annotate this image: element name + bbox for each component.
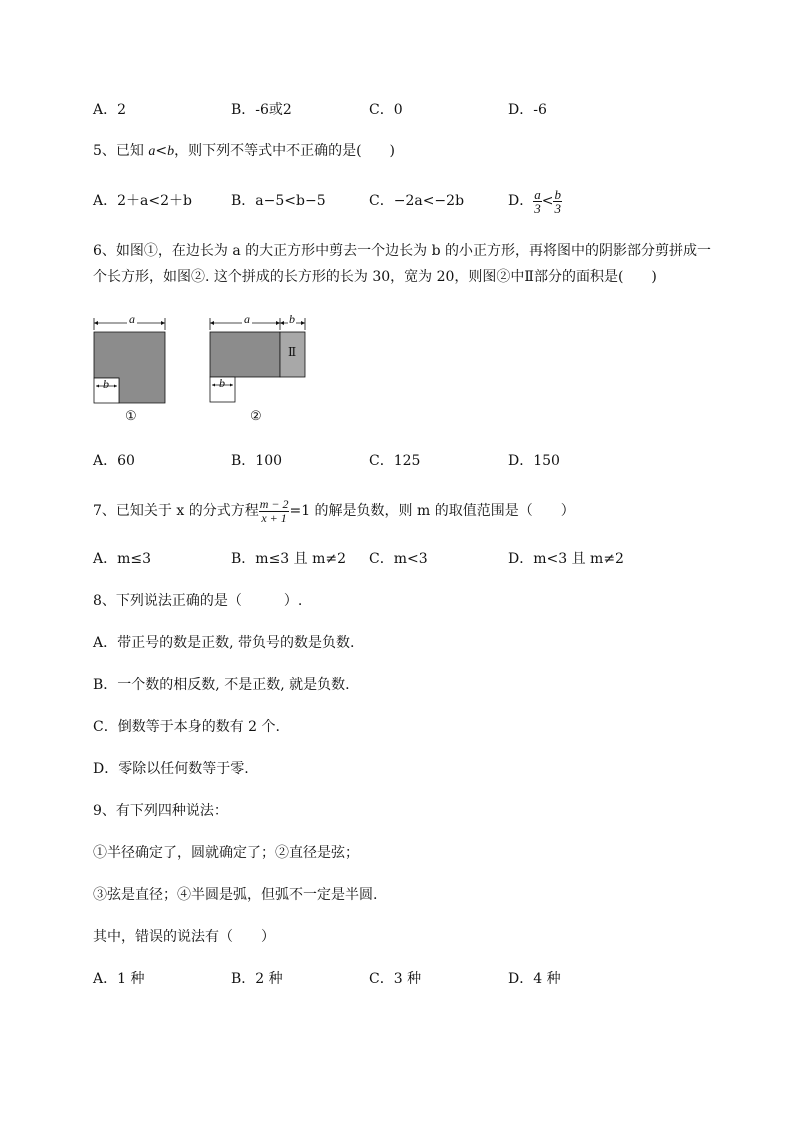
- q5-frac1-den: 3: [534, 200, 541, 216]
- q8-option-b: B．一个数的相反数, 不是正数, 就是负数.: [93, 677, 350, 693]
- q7-fraction-num: m − 2: [259, 496, 289, 511]
- q8-stem: 8、下列说法正确的是（ ）.: [93, 593, 303, 609]
- q8-option-c: C．倒数等于本身的数有 2 个.: [93, 719, 280, 735]
- q5-option-b: B．a−5<b−5: [231, 193, 326, 209]
- q6-fig2-label-b: b: [219, 376, 225, 390]
- q5-option-a: A．2＋a<2＋b: [93, 193, 192, 209]
- q6-option-c: C．125: [369, 453, 421, 469]
- q5-stem: [93, 142, 395, 161]
- q6-fig2-caption: ②: [250, 409, 262, 424]
- q7-fraction: [259, 498, 290, 525]
- q6-stem-line2: 个长方形，如图②. 这个拼成的长方形的长为 30，宽为 20，则图②中Ⅱ部分的面积是( ): [93, 269, 657, 285]
- q4-option-c: C．0: [369, 102, 403, 118]
- q5-option-d-frac2: [553, 188, 562, 215]
- q5-stem-lt: <: [155, 143, 168, 159]
- q7-option-a: A．m≤3: [93, 551, 152, 567]
- q6-stem-line1: 6、如图①，在边长为 a 的大正方形中剪去一个边长为 b 的小正方形，再将图中的阴影部分剪拼成一: [93, 243, 712, 259]
- q7-stem-prefix: 7、已知关于 x 的分式方程: [93, 503, 259, 519]
- q7-option-c: C．m<3: [369, 551, 428, 567]
- q5-option-d-frac1: [533, 188, 542, 215]
- q9-option-a: A．1 种: [93, 971, 145, 987]
- q9-stem: 9、有下列四种说法：: [93, 803, 228, 819]
- q9-option-b: B．2 种: [231, 971, 283, 987]
- q5-stem-b: b: [167, 144, 175, 159]
- q5-stem-suffix: ，则下列不等式中不正确的是( ): [174, 143, 396, 159]
- q5-frac1-num: a: [534, 186, 541, 202]
- q6-fig2-part-label: Ⅱ: [288, 345, 297, 359]
- q6-option-d: D．150: [508, 453, 560, 469]
- q9-option-d: D．4 种: [508, 971, 561, 987]
- q8-option-d: D．零除以任何数等于零.: [93, 761, 249, 777]
- q9-line1: ①半径确定了，圆就确定了；②直径是弦；: [93, 845, 359, 861]
- q5-option-d-label: D．: [508, 193, 534, 209]
- q4-option-b: B．-6或2: [231, 102, 292, 118]
- q8-option-a: A．带正号的数是正数, 带负号的数是负数.: [93, 635, 355, 651]
- q5-option-d: [508, 183, 562, 219]
- q6-figure-2: [205, 312, 315, 422]
- q5-stem-prefix: 5、已知: [93, 143, 149, 159]
- q9-line2: ③弦是直径；④半圆是弧，但弧不一定是半圆.: [93, 887, 378, 903]
- q6-fig1-label-a: a: [129, 312, 135, 326]
- q7-fraction-den: x + 1: [261, 510, 287, 525]
- q9-option-c: C．3 种: [369, 971, 422, 987]
- q9-line3: 其中，错误的说法有（ ）: [93, 929, 275, 945]
- q7-stem: [93, 493, 575, 529]
- q7-option-d: D．m<3 且 m≠2: [508, 551, 624, 567]
- q7-stem-suffix: =1 的解是负数，则 m 的取值范围是（ ）: [289, 503, 575, 519]
- q5-stem-a: a: [148, 144, 156, 159]
- q5-option-d-lt: <: [541, 193, 554, 209]
- q6-option-b: B．100: [231, 453, 283, 469]
- q5-option-c: C．−2a<−2b: [369, 193, 465, 209]
- q4-option-a: A．2: [93, 102, 127, 118]
- q5-frac2-den: 3: [554, 200, 561, 216]
- q6-fig2-label-b-top: b: [289, 312, 295, 326]
- q6-fig2-label-a: a: [244, 312, 250, 326]
- q5-frac2-num: b: [554, 186, 561, 202]
- q6-option-a: A．60: [93, 453, 135, 469]
- q6-fig1-label-b: b: [103, 377, 109, 391]
- q6-fig1-caption: ①: [125, 409, 137, 424]
- q4-option-d: D．-6: [508, 102, 547, 118]
- q6-figure-1: [88, 312, 178, 422]
- q7-option-b: B．m≤3 且 m≠2: [231, 551, 347, 567]
